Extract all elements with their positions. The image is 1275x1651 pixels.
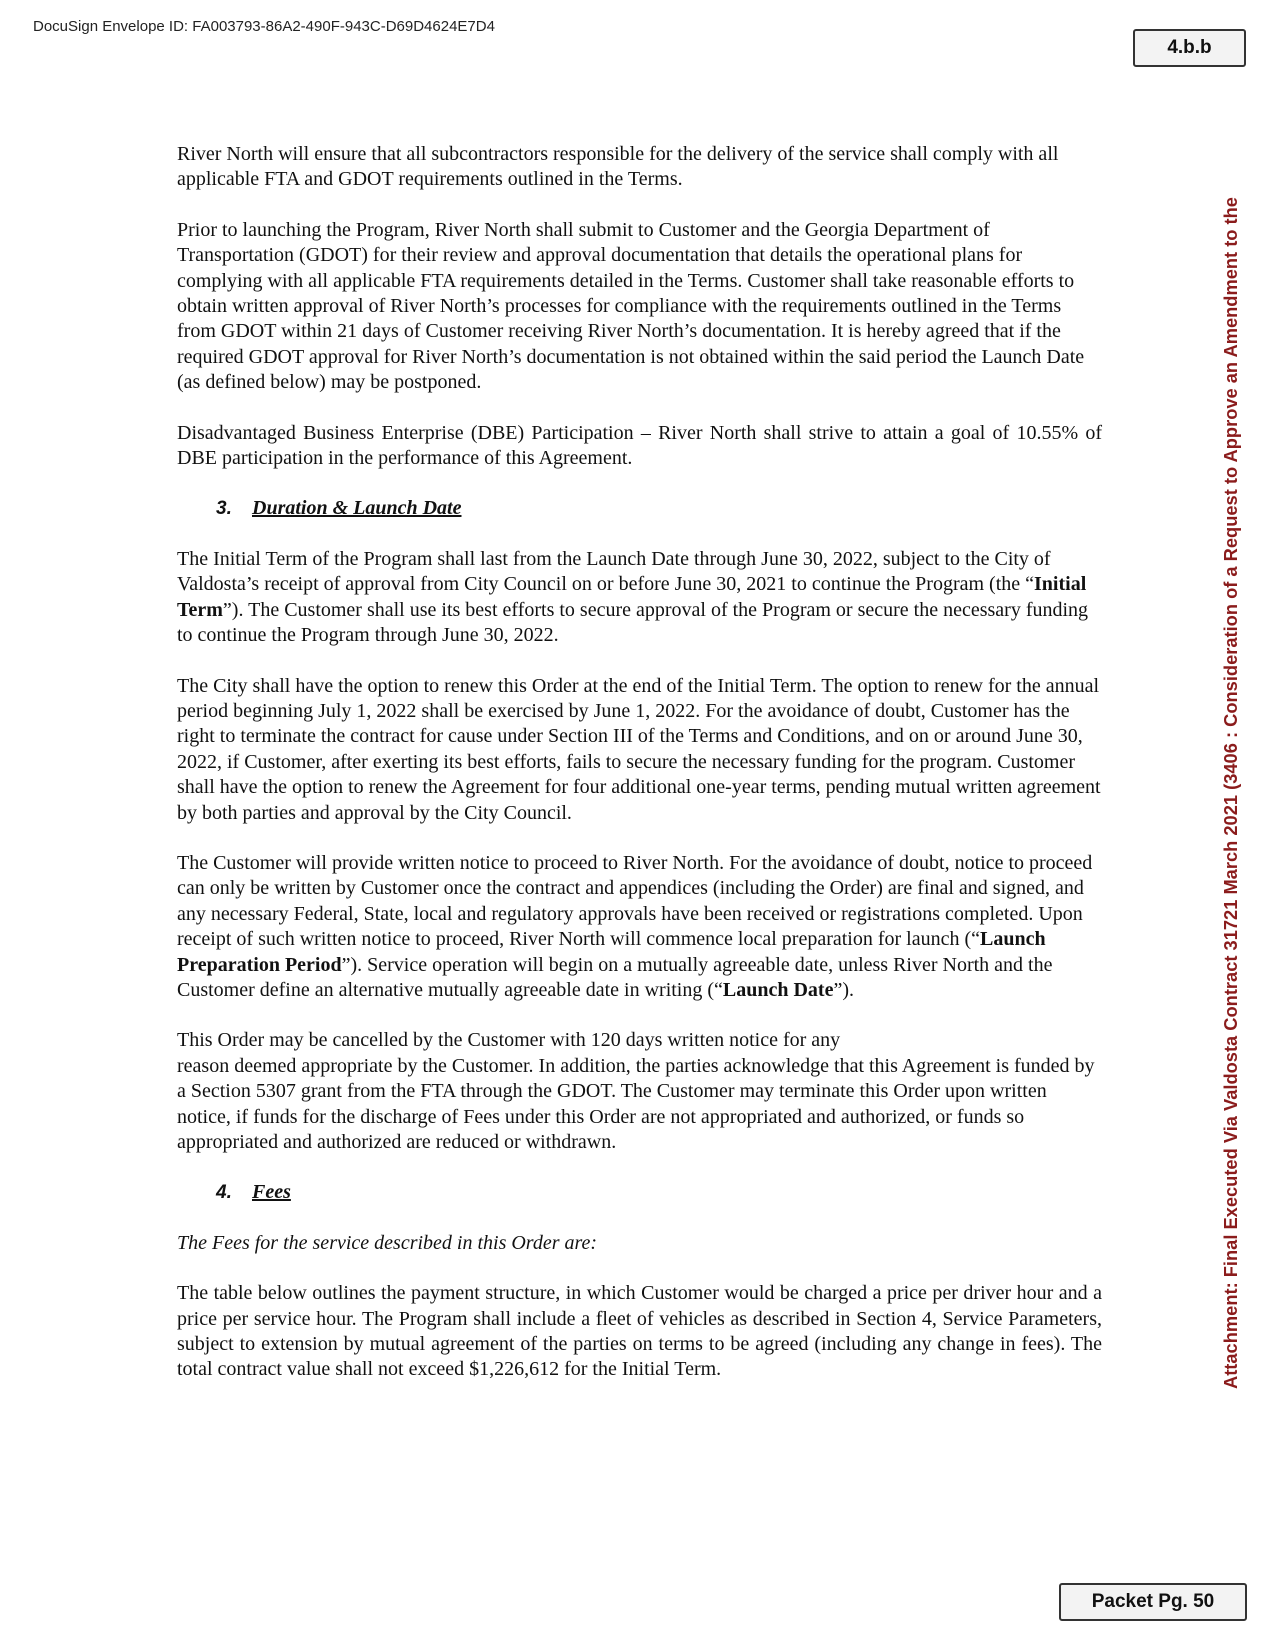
section-number: 4. <box>216 1182 232 1204</box>
section-number: 3. <box>216 498 232 520</box>
paragraph-subcontractors: River North will ensure that all subcontractors responsible for the delivery of the service shall comply with all applicable FTA and GDOT requirements outlined in the Terms. <box>177 143 1059 191</box>
agenda-item-label: 4.b.b <box>1167 37 1212 58</box>
agenda-item-badge <box>1133 29 1246 67</box>
envelope-id: DocuSign Envelope ID: FA003793-86A2-490F-943C-D69D4624E7D4 <box>33 18 495 35</box>
defined-term-launch-date: Launch Date <box>722 978 834 1001</box>
section-heading-duration <box>216 496 1102 521</box>
text-run: ”). <box>833 978 855 1001</box>
text-run: ”). Service operation will begin on a mutually agreeable date, unless River North and the Customer define an alternative mutually agreeable date in writing (“ <box>177 953 1053 1001</box>
document-body <box>177 142 1102 1408</box>
paragraph-cancellation <box>177 1028 1102 1155</box>
text-run: The Initial Term of the Program shall last from the Launch Date through June 30, 2022, subject to the City of Valdosta’s receipt of approval from City Council on or before June 30, 2021 to continue the Program (the “ <box>177 547 1051 596</box>
text-run: reason deemed appropriate by the Customer. In addition, the parties acknowledge that this Agreement is funded by a Section 5307 grant from the FTA through the GDOT. The Customer may terminate this Order upon written notice, if funds for the discharge of Fees under this Order are not appropriated and authorized, or funds so appropriated and authorized are reduced or withdrawn. <box>177 1054 1095 1153</box>
text-run: ”). The Customer shall use its best efforts to secure approval of the Program or secure the necessary funding to continue the Program through June 30, 2022. <box>177 598 1089 647</box>
defined-term-initial-term: Initial Term <box>177 573 1087 621</box>
packet-page-badge <box>1059 1583 1247 1621</box>
paragraph-notice-to-proceed <box>177 851 1102 1003</box>
section-title: Fees <box>252 1181 291 1204</box>
paragraph-renewal-option: The City shall have the option to renew this Order at the end of the Initial Term. The option to renew for the annual period beginning July 1, 2022 shall be exercised by June 1, 2022. For the avoidance of doubt, Customer has the right to terminate the contract for cause under Section III of the Terms and Conditions, and on or around June 30, 2022, if Customer, after exerting its best efforts, fails to secure the necessary funding for the program. Customer shall have the option to renew the Agreement for four additional one-year terms, pending mutual written agreement by both parties and approval by the City Council. <box>177 674 1101 824</box>
defined-term-launch-preparation-period: Launch Preparation Period <box>177 928 1046 976</box>
text-run: The Customer will provide written notice to proceed to River North. For the avoidance of doubt, notice to proceed can only be written by Customer once the contract and appendices (including the Order) are final and signed, and any necessary Federal, State, local and regulatory approvals have been received or registrations completed. Upon receipt of such written notice to proceed, River North will commence local preparation for launch (“ <box>177 851 1093 951</box>
text-line: This Order may be cancelled by the Customer with 120 days written notice for any <box>177 1029 841 1052</box>
fees-intro: The Fees for the service described in this Order are: <box>177 1231 598 1254</box>
section-title: Duration & Launch Date <box>252 497 462 520</box>
paragraph-initial-term <box>177 547 1102 649</box>
section-heading-fees <box>216 1180 1102 1205</box>
paragraph-dbe-participation: Disadvantaged Business Enterprise (DBE) Participation – River North shall strive to attain a goal of 10.55% of DBE participation in the performance of this Agreement. <box>177 421 1102 470</box>
attachment-side-note: Attachment: Final Executed Via Valdosta Contract 31721 March 2021 (3406 : Consideration of a Request to Approve an Amendment to the <box>1220 197 1241 1389</box>
packet-page-label: Packet Pg. 50 <box>1091 1591 1215 1612</box>
paragraph-gdot-approval: Prior to launching the Program, River North shall submit to Customer and the Georgia Department of Transportation (GDOT) for their review and approval documentation that details the operational plans for complying with all applicable FTA requirements detailed in the Terms. Customer shall take reasonable efforts to obtain written approval of River North’s processes for compliance with the requirements outlined in the Terms from GDOT within 21 days of Customer receiving River North’s documentation. It is hereby agreed that if the required GDOT approval for River North’s documentation is not obtained within the said period the Launch Date (as defined below) may be postponed. <box>177 218 1085 394</box>
paragraph-payment-structure: The table below outlines the payment structure, in which Customer would be charged a price per driver hour and a price per service hour. The Program shall include a fleet of vehicles as described in Section 4, Service Parameters, subject to extension by mutual agreement of the parties on terms to be agreed (including any change in fees). The total contract value shall not exceed $1,226,612 for the Initial Term. <box>177 1282 1102 1381</box>
